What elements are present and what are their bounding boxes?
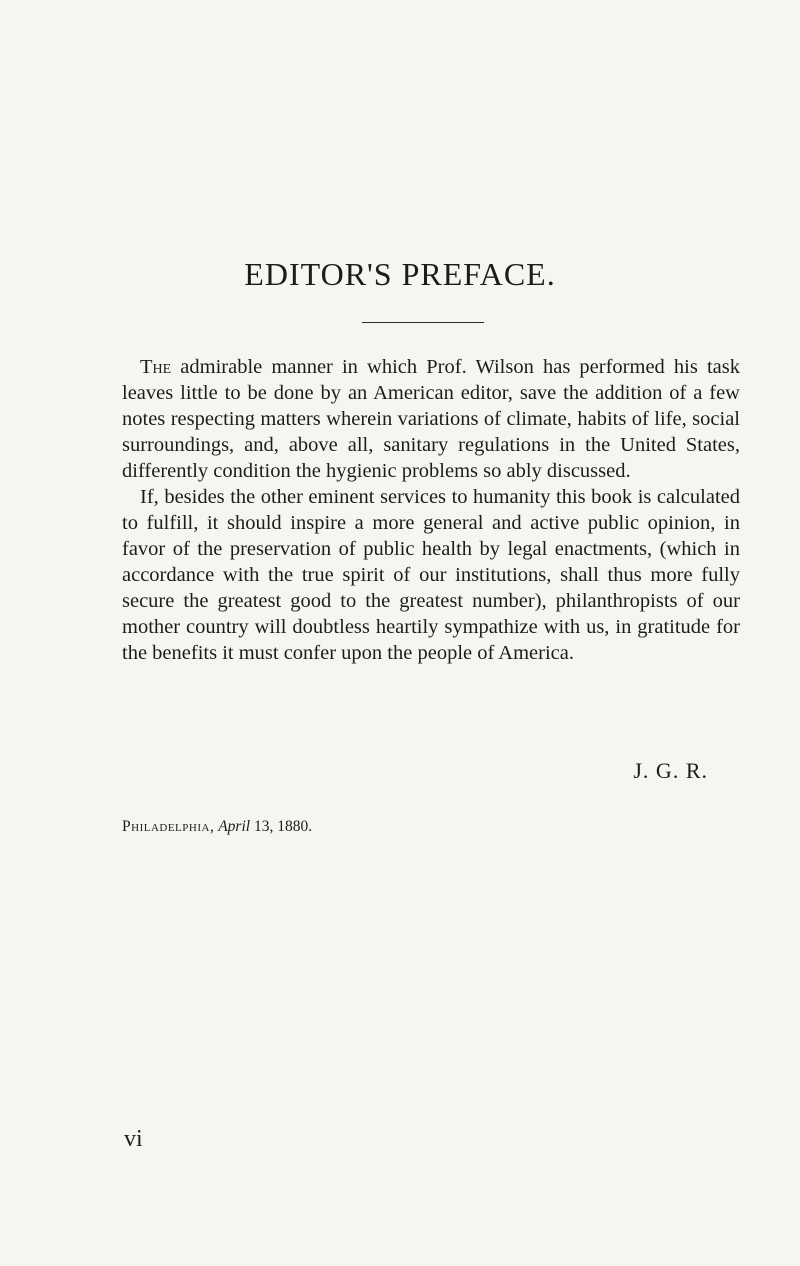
paragraph-1-lead: The — [140, 356, 172, 378]
dateline-date: 13, 1880. — [250, 818, 313, 835]
signature: J. G. R. — [633, 758, 708, 783]
page-number: vi — [124, 1126, 143, 1152]
paragraph-1-text: admirable manner in which Prof. Wilson has performed his task leaves little to be done by an American editor, save the addition of a few notes respecting matters wherein variations of climate, habits of life, social surroundings, and, above all, sanitary regulations in the United States, differently condition the hygienic problems so ably discussed. — [122, 356, 740, 482]
paragraph-2: If, besides the other eminent services to humanity this book is calculated to fulfill, it should inspire a more general and active public opinion, in favor of the preservation of public health by legal enactments, (which in accordance with the true spirit of our institutions, shall thus more fully secure the greatest good to the greatest number), philanthropists of our mother country will doubtless heartily sympathize with us, in gratitude for the benefits it must confer upon the people of America. — [122, 486, 740, 664]
page-title: EDITOR'S PREFACE. — [244, 256, 556, 292]
dateline-place: Philadelphia, — [122, 818, 215, 835]
title-rule — [362, 322, 484, 323]
paragraph-1 — [122, 354, 740, 484]
dateline-month: April — [218, 818, 251, 835]
dateline — [122, 818, 312, 836]
preface-body — [122, 354, 740, 666]
